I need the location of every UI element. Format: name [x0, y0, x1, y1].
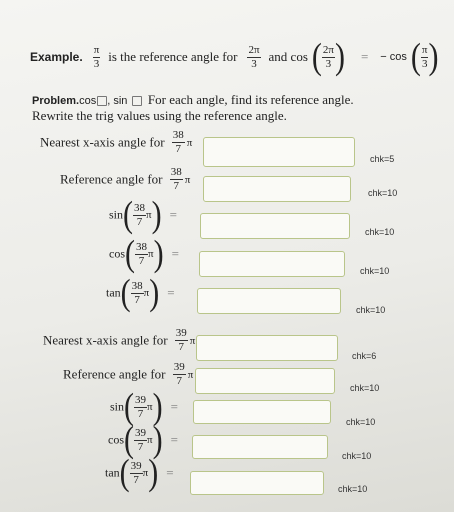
sin-expression-39: sin( $\frac{39}{7}$ π) = — [110, 385, 178, 427]
problem-line-2: Rewrite the trig values using the reference angle. — [32, 108, 287, 123]
example-label: Example. — [30, 50, 83, 64]
external-link-icon[interactable] — [132, 96, 142, 106]
tan-input-38[interactable] — [197, 288, 341, 314]
chk-tan-38: chk=10 — [356, 305, 386, 315]
example-cos-arg: $\frac{2\pi}{3}$ — [322, 43, 334, 70]
nearest-axis-input-38[interactable] — [203, 137, 355, 167]
cos-expression-39: cos( $\frac{39}{7}$ π) = — [108, 418, 178, 460]
example-result-arg: $\frac{\pi}{3}$ — [421, 43, 428, 70]
nearest-axis-row-38: Nearest x-axis angle for $\frac{38}{7}$ π — [40, 129, 193, 155]
sin-input-39[interactable] — [193, 400, 331, 424]
reference-label: Reference angle for — [63, 366, 166, 382]
chk-sin-38: chk=10 — [365, 227, 395, 237]
sin-expression-38: sin( $\frac{38}{7}$ π) = — [109, 193, 177, 235]
tan-expression-38: tan( $\frac{38}{7}$ π) = — [106, 271, 175, 313]
example-equals: = — [360, 49, 369, 64]
chk-nearest-39: chk=6 — [352, 351, 377, 361]
example-row: Example. $\frac{\pi}{3}$ is the reference angle for $\frac{2\pi}{3}$ and cos ( $\frac{2\pi}{3}$ ) = − cos ( $\frac{\pi}{3}$ ) — [30, 35, 439, 77]
sin-input-38[interactable] — [200, 213, 350, 239]
cos-help-link[interactable]: cos — [79, 95, 97, 107]
chk-nearest-38: chk=5 — [370, 154, 395, 164]
reference-label: Reference angle for — [60, 171, 163, 187]
cos-expression-38: cos( $\frac{38}{7}$ π) = — [109, 232, 179, 274]
reference-angle-input-39[interactable] — [195, 368, 335, 394]
cos-input-38[interactable] — [199, 251, 345, 277]
chk-cos-38: chk=10 — [360, 266, 390, 276]
nearest-axis-input-39[interactable] — [196, 335, 338, 361]
chk-reference-39: chk=10 — [350, 383, 380, 393]
problem-instruction: For each angle, find its reference angle. — [147, 92, 354, 107]
cos-input-39[interactable] — [192, 435, 328, 459]
example-minus-cos: − cos — [380, 51, 407, 63]
tan-input-39[interactable] — [190, 471, 324, 495]
reference-angle-row-38: Reference angle for $\frac{38}{7}$ π — [60, 166, 191, 192]
sin-help-link[interactable]: sin — [113, 95, 128, 107]
nearest-axis-row-39: Nearest x-axis angle for $\frac{39}{7}$ π — [43, 327, 196, 353]
problem-line-1: Problem.cos , sin For each angle, find its reference angle. — [32, 92, 354, 107]
nearest-label: Nearest x-axis angle for — [40, 134, 165, 150]
nearest-label: Nearest x-axis angle for — [43, 332, 168, 348]
chk-reference-38: chk=10 — [368, 188, 398, 198]
example-fraction-2pi-3: $\frac{2\pi}{3}$ — [248, 43, 260, 70]
external-link-icon[interactable] — [97, 96, 107, 106]
problem-label: Problem. — [32, 95, 80, 107]
reference-angle-input-38[interactable] — [203, 176, 351, 202]
tan-expression-39: tan( $\frac{39}{7}$ π) = — [105, 451, 174, 493]
chk-sin-39: chk=10 — [346, 417, 376, 427]
chk-tan-39: chk=10 — [338, 484, 368, 494]
chk-cos-39: chk=10 — [342, 451, 372, 461]
example-fraction-pi-3: $\frac{\pi}{3}$ — [93, 43, 100, 70]
example-and-cos: and cos — [268, 49, 308, 64]
reference-angle-row-39: Reference angle for $\frac{39}{7}$ π — [63, 361, 194, 387]
example-text: is the reference angle for — [108, 49, 238, 64]
